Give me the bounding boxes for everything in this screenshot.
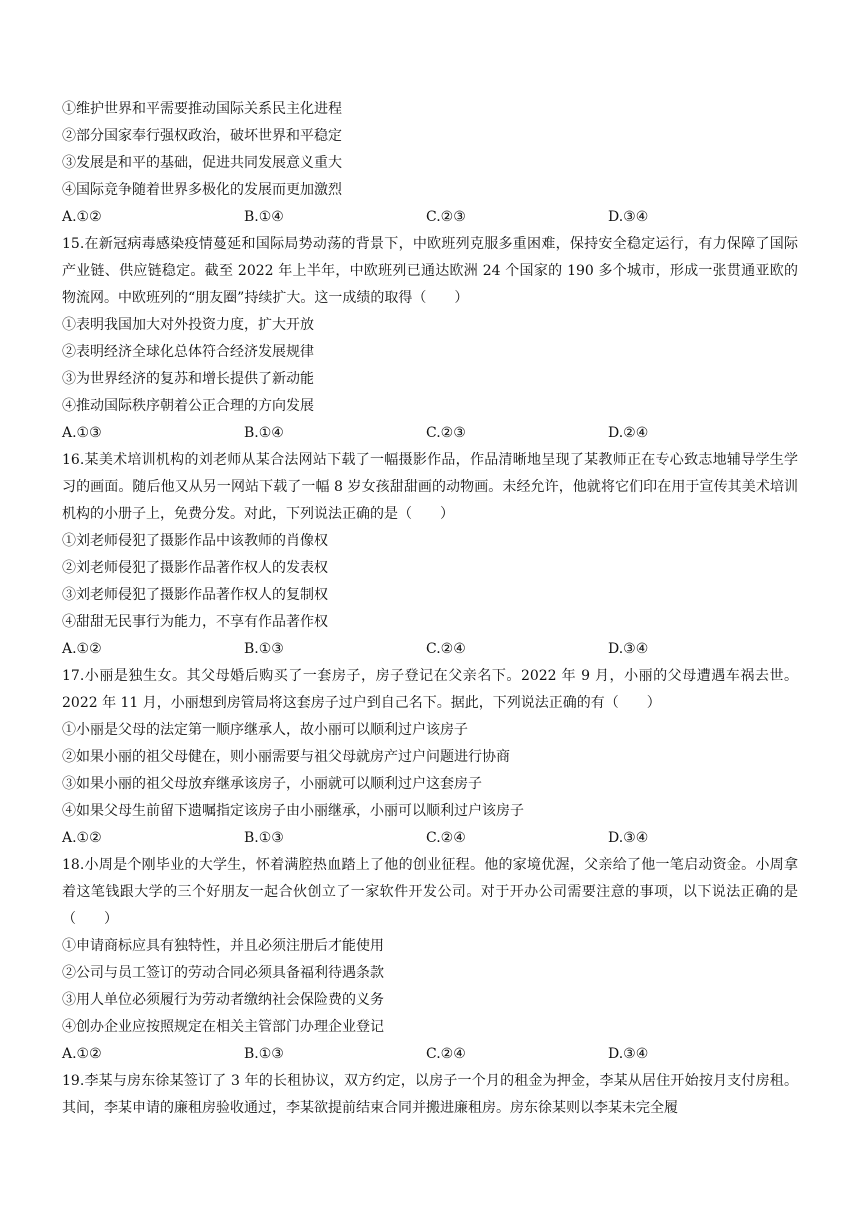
q15-item-1: ①表明我国加大对外投资力度，扩大开放	[62, 317, 314, 333]
q17-option-c: C.②④	[426, 830, 466, 846]
q16-item-1: ①刘老师侵犯了摄影作品中该教师的肖像权	[62, 533, 328, 549]
question-17	[62, 663, 798, 852]
q18-item-4: ④创办企业应按照规定在相关主管部门办理企业登记	[62, 1019, 384, 1035]
q15-stem: 15.在新冠病毒感染疫情蔓延和国际局势动荡的背景下，中欧班列克服多重困难，保持安全稳定运行，有力保障了国际产业链、供应链稳定。截至 2022 年上半年，中欧班列已通达欧洲 24 个国家的 190 多个城市，形成一张贯通亚欧的物流网。中欧班列的“朋友圈”持续扩大。这一成绩的取得（ ）	[62, 236, 798, 306]
q17-stem: 17.小丽是独生女。其父母婚后购买了一套房子，房子登记在父亲名下。2022 年 9 月，小丽的父母遭遇车祸去世。2022 年 11 月，小丽想到房管局将这套房子过户到自己名下。据此，下列说法正确的有（ ）	[62, 668, 798, 711]
q15-item-4: ④推动国际秩序朝着公正合理的方向发展	[62, 398, 314, 414]
q14-option-a: A.①②	[62, 209, 102, 225]
q17-item-3: ③如果小丽的祖父母放弃继承该房子，小丽就可以顺利过户这套房子	[62, 776, 482, 792]
q14-item-4: ④国际竞争随着世界多极化的发展而更加激烈	[62, 182, 342, 198]
q14-item-3: ③发展是和平的基础，促进共同发展意义重大	[62, 155, 342, 171]
q14-item-1: ①维护世界和平需要推动国际关系民主化进程	[62, 101, 342, 117]
q15-option-c: C.②③	[426, 425, 466, 441]
q17-option-a: A.①②	[62, 830, 102, 846]
question-16	[62, 447, 798, 663]
q17-option-b: B.①③	[244, 830, 284, 846]
q14-option-b: B.①④	[244, 209, 284, 225]
q14-item-2: ②部分国家奉行强权政治，破坏世界和平稳定	[62, 128, 342, 144]
q16-option-b: B.①③	[244, 641, 284, 657]
q16-option-d: D.③④	[608, 641, 649, 657]
q16-option-c: C.②④	[426, 641, 466, 657]
q18-option-d: D.③④	[608, 1046, 649, 1062]
question-15	[62, 231, 798, 447]
q17-option-d: D.③④	[608, 830, 649, 846]
q16-options	[62, 636, 798, 663]
q18-item-1: ①申请商标应具有独特性，并且必须注册后才能使用	[62, 938, 384, 954]
q18-item-2: ②公司与员工签订的劳动合同必须具备福利待遇条款	[62, 965, 384, 981]
q18-stem: 18.小周是个刚毕业的大学生，怀着满腔热血踏上了他的创业征程。他的家境优渥，父亲给了他一笔启动资金。小周拿着这笔钱跟大学的三个好朋友一起合伙创立了一家软件开发公司。对于开办公司需要注意的事项，以下说法正确的是（ ）	[62, 857, 798, 927]
question-14-items	[62, 96, 798, 231]
question-19	[62, 1068, 798, 1122]
q16-stem: 16.某美术培训机构的刘老师从某合法网站下载了一幅摄影作品，作品清晰地呈现了某教师正在专心致志地辅导学生学习的画面。随后他又从另一网站下载了一幅 8 岁女孩甜甜画的动物画。未经允许，他就将它们印在用于宣传其美术培训机构的小册子上，免费分发。对此，下列说法正确的是（ ）	[62, 452, 798, 522]
q16-item-4: ④甜甜无民事行为能力，不享有作品著作权	[62, 614, 328, 630]
q15-item-3: ③为世界经济的复苏和增长提供了新动能	[62, 371, 314, 387]
q14-option-c: C.②③	[426, 209, 466, 225]
q15-option-b: B.①④	[244, 425, 284, 441]
q17-item-1: ①小丽是父母的法定第一顺序继承人，故小丽可以顺利过户该房子	[62, 722, 468, 738]
q17-item-2: ②如果小丽的祖父母健在，则小丽需要与祖父母就房产过户问题进行协商	[62, 749, 510, 765]
q15-option-d: D.②④	[608, 425, 649, 441]
q14-option-d: D.③④	[608, 209, 649, 225]
question-18	[62, 852, 798, 1068]
q14-options	[62, 204, 798, 231]
q18-option-b: B.①③	[244, 1046, 284, 1062]
q16-item-2: ②刘老师侵犯了摄影作品著作权人的发表权	[62, 560, 328, 576]
q16-item-3: ③刘老师侵犯了摄影作品著作权人的复制权	[62, 587, 328, 603]
q16-option-a: A.①②	[62, 641, 102, 657]
q15-option-a: A.①③	[62, 425, 102, 441]
q17-item-4: ④如果父母生前留下遗嘱指定该房子由小丽继承，小丽可以顺利过户该房子	[62, 803, 524, 819]
q18-item-3: ③用人单位必须履行为劳动者缴纳社会保险费的义务	[62, 992, 384, 1008]
q18-options	[62, 1041, 798, 1068]
q17-options	[62, 825, 798, 852]
q18-option-a: A.①②	[62, 1046, 102, 1062]
q15-options	[62, 420, 798, 447]
q15-item-2: ②表明经济全球化总体符合经济发展规律	[62, 344, 314, 360]
q19-stem: 19.李某与房东徐某签订了 3 年的长租协议，双方约定，以房子一个月的租金为押金，李某从居住开始按月支付房租。其间，李某申请的廉租房验收通过，李某欲提前结束合同并搬进廉租房。房东徐某则以李某未完全履	[62, 1073, 798, 1116]
exam-page	[62, 96, 798, 1122]
q18-option-c: C.②④	[426, 1046, 466, 1062]
